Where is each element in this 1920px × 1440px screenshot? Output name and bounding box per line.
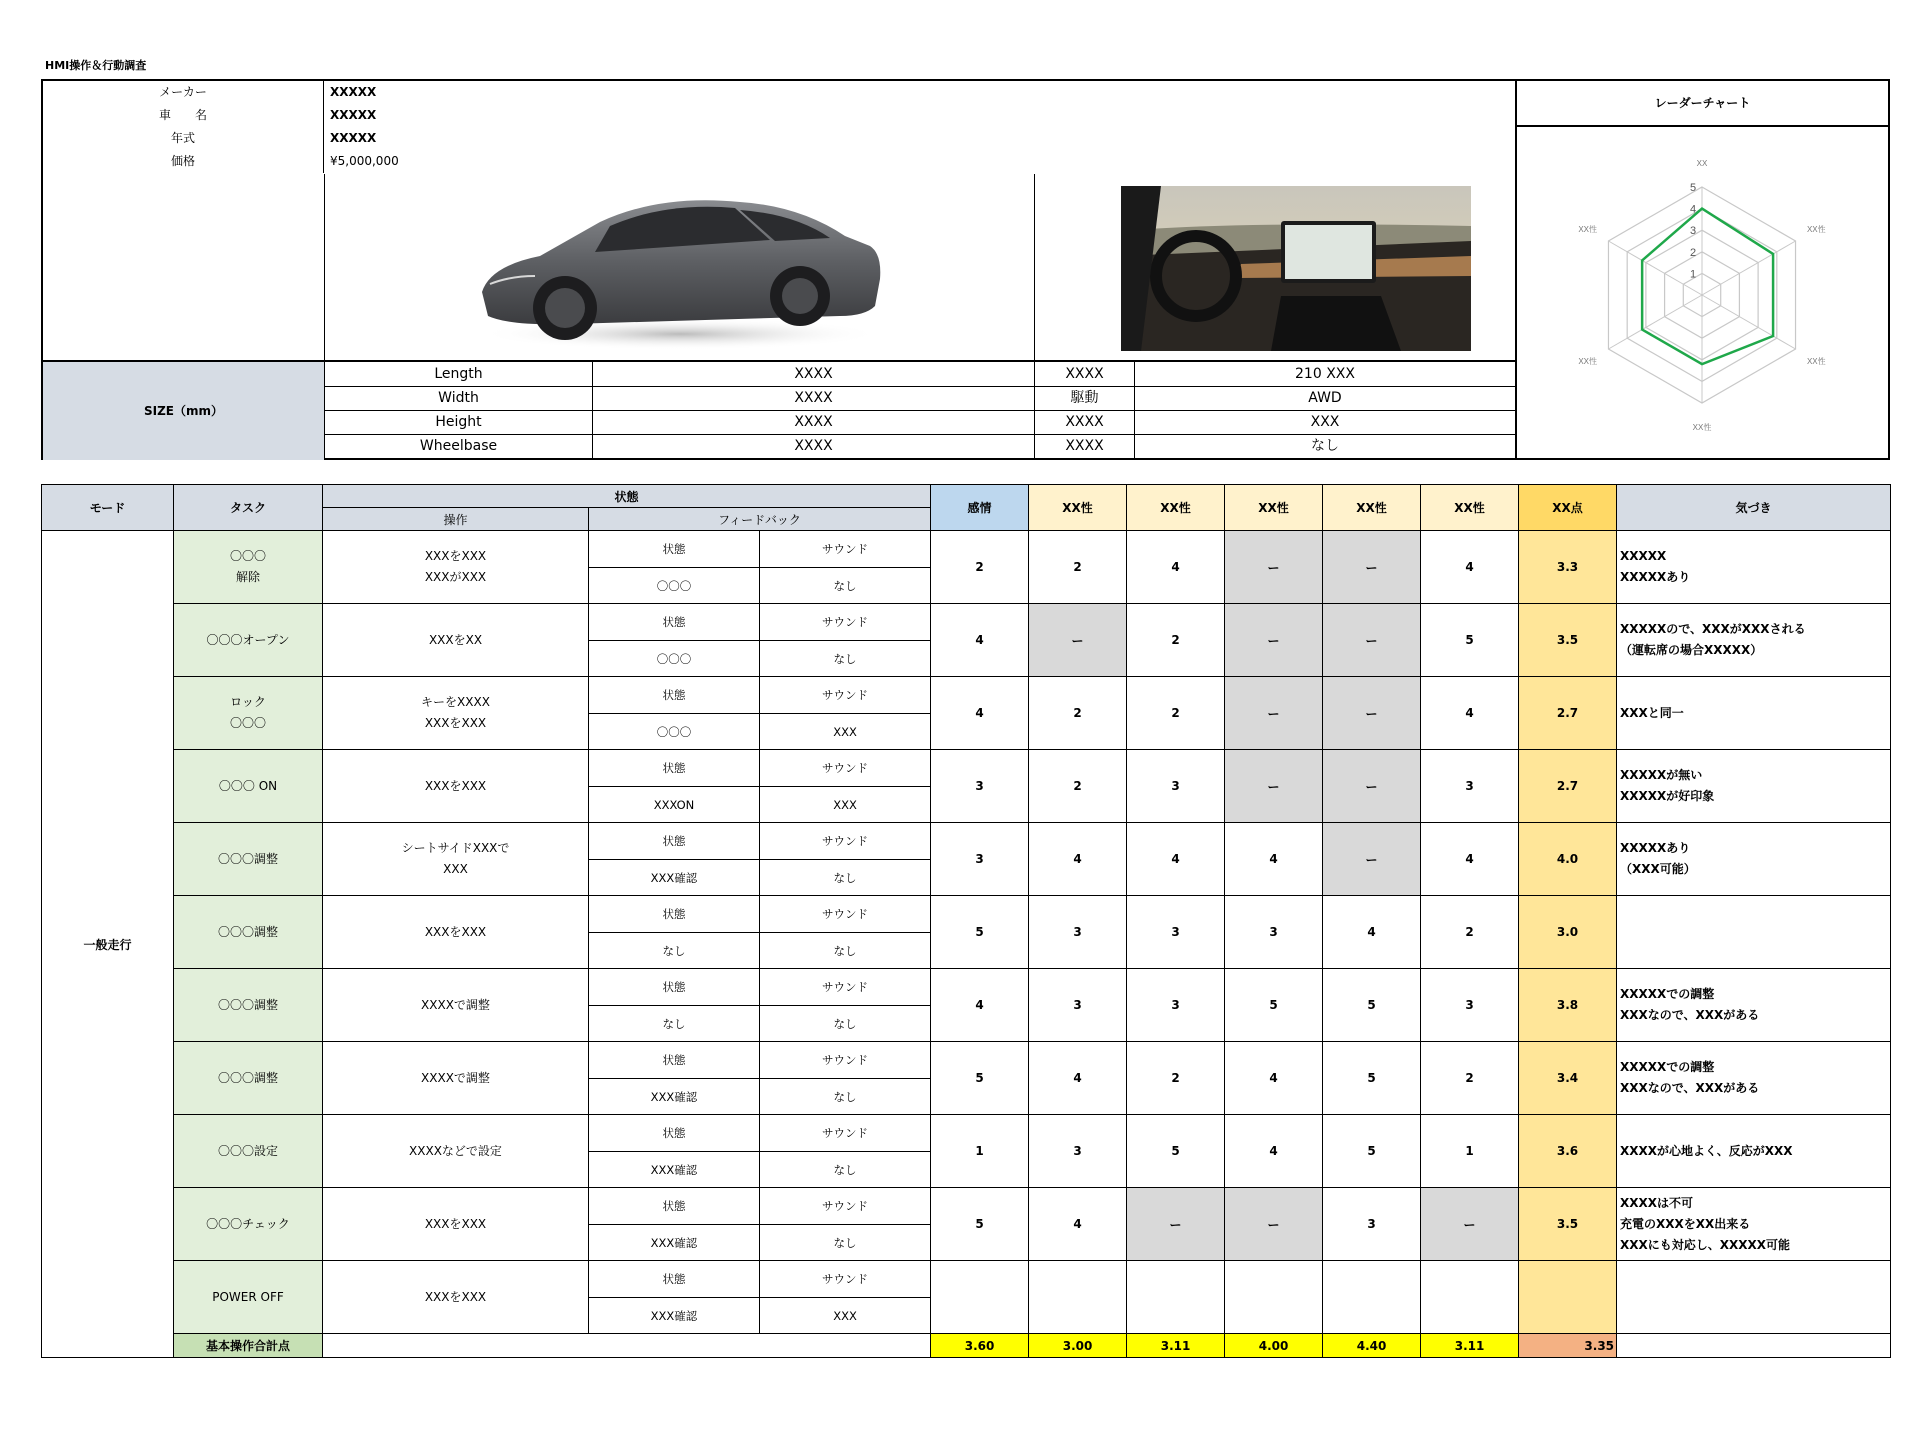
- operation-cell: [323, 823, 589, 896]
- score-x3: 5: [1225, 969, 1323, 1042]
- header-xx4: XX性: [1323, 485, 1421, 531]
- task-cell: [174, 896, 323, 969]
- score-x1: 2: [1029, 677, 1127, 750]
- operation-cell: [323, 896, 589, 969]
- score-emo: 3: [931, 823, 1029, 896]
- task-cell: [174, 1042, 323, 1115]
- radar-tick-label: 1: [1690, 268, 1697, 281]
- spec-key: XXXX: [1035, 435, 1135, 458]
- header-task: タスク: [174, 485, 323, 531]
- score-x5: 1: [1421, 1115, 1519, 1188]
- note-line: XXXXXが無い: [1620, 768, 1703, 782]
- totals-spacer: [323, 1334, 931, 1358]
- interior-photo-cell: [1035, 174, 1517, 362]
- maker-label: メーカー: [43, 81, 324, 104]
- note-line: XXXXX: [1620, 549, 1667, 563]
- operation-text: XXXをXXX: [424, 778, 487, 793]
- spec-key: 駆動: [1035, 387, 1135, 411]
- year-value: XXXXX: [330, 131, 377, 145]
- score-emo: 4: [931, 677, 1029, 750]
- radar-axis-label: XX性: [1578, 357, 1598, 366]
- task-label: 〇〇〇調整: [217, 1070, 278, 1085]
- operation-text-sub: XXXをXXX: [424, 716, 487, 730]
- feedback-sound-value: なし: [760, 1225, 931, 1261]
- note-line: XXXXXので、XXXがXXXされる: [1620, 622, 1806, 636]
- maker-value: XXXXX: [330, 85, 377, 99]
- header-xx1: XX性: [1029, 485, 1127, 531]
- note-line: 充電のXXXをXX出来る: [1620, 1216, 1751, 1231]
- task-cell: [174, 823, 323, 896]
- notes-cell: [1617, 531, 1891, 604]
- feedback-sound-value: なし: [760, 933, 931, 969]
- operation-cell: [323, 750, 589, 823]
- note-line: XXXXが心地よく、反応がXXX: [1620, 1143, 1793, 1158]
- score-x3: 4: [1225, 1042, 1323, 1115]
- feedback-state: 状態: [589, 677, 760, 714]
- task-cell: [174, 1188, 323, 1261]
- radar-axis-label: XX性: [1806, 357, 1826, 366]
- feedback-state-value: 〇〇〇: [589, 641, 760, 677]
- task-cell: [174, 969, 323, 1042]
- row-score: 3.8: [1519, 969, 1617, 1042]
- score-x1: 4: [1029, 1188, 1127, 1261]
- note-line: XXXXXあり: [1620, 841, 1691, 855]
- score-emo: 4: [931, 969, 1029, 1042]
- score-x5: ー: [1421, 1188, 1519, 1261]
- feedback-sound: サウンド: [760, 1042, 931, 1079]
- row-score: 3.6: [1519, 1115, 1617, 1188]
- score-x5: 5: [1421, 604, 1519, 677]
- score-x3: 3: [1225, 896, 1323, 969]
- task-label: 〇〇〇 ON: [218, 778, 278, 793]
- feedback-sound-value: XXX: [760, 1298, 931, 1334]
- task-label: 〇〇〇調整: [217, 851, 278, 866]
- feedback-state: 状態: [589, 604, 760, 641]
- score-x1: 4: [1029, 823, 1127, 896]
- notes-cell: [1617, 823, 1891, 896]
- notes-cell: [1617, 896, 1891, 969]
- radar-axis-label: XX性: [1806, 225, 1826, 234]
- feedback-state-value: XXX確認: [589, 860, 760, 896]
- size-label: SIZE（mm）: [43, 362, 325, 460]
- row-score: 3.5: [1519, 604, 1617, 677]
- operation-text: XXXXなどで設定: [409, 1143, 502, 1158]
- feedback-state-value: XXXON: [589, 787, 760, 823]
- task-label: 〇〇〇オープン: [206, 632, 290, 647]
- header-emotion: 感情: [931, 485, 1029, 531]
- operation-text: XXXをXXX: [424, 549, 487, 563]
- task-cell: [174, 1115, 323, 1188]
- score-x3: ー: [1225, 750, 1323, 823]
- note-line: XXXなので、XXXがある: [1620, 1008, 1760, 1022]
- score-x2: 5: [1127, 1115, 1225, 1188]
- note-line: XXXXXが好印象: [1620, 789, 1715, 803]
- score-x5: 2: [1421, 1042, 1519, 1115]
- table-row: [42, 750, 1891, 787]
- operation-cell: [323, 1188, 589, 1261]
- price-value: ¥5,000,000: [330, 154, 399, 168]
- score-x5: [1421, 1261, 1519, 1334]
- score-x5: 2: [1421, 896, 1519, 969]
- operation-text: XXXをXXX: [424, 1216, 487, 1231]
- row-score: 3.5: [1519, 1188, 1617, 1261]
- score-x2: 4: [1127, 823, 1225, 896]
- name-value: XXXXX: [330, 108, 377, 122]
- table-row: [42, 677, 1891, 714]
- task-label: 〇〇〇設定: [217, 1143, 278, 1158]
- operation-text: XXXをXXX: [424, 924, 487, 939]
- note-line: XXXなので、XXXがある: [1620, 1081, 1760, 1095]
- task-label: 〇〇〇調整: [217, 924, 278, 939]
- feedback-sound: サウンド: [760, 677, 931, 714]
- row-score: 3.3: [1519, 531, 1617, 604]
- total-x3: 4.00: [1225, 1334, 1323, 1358]
- task-cell: [174, 1261, 323, 1334]
- note-line: （運転席の場合XXXXX）: [1620, 643, 1763, 657]
- feedback-sound: サウンド: [760, 823, 931, 860]
- score-x4: 5: [1323, 1115, 1421, 1188]
- feedback-sound: サウンド: [760, 969, 931, 1006]
- score-x5: 4: [1421, 531, 1519, 604]
- feedback-sound: サウンド: [760, 531, 931, 568]
- radar-axis-line: [1702, 241, 1796, 295]
- feedback-state: 状態: [589, 1261, 760, 1298]
- total-x1: 3.00: [1029, 1334, 1127, 1358]
- total-emo: 3.60: [931, 1334, 1029, 1358]
- score-x3: ー: [1225, 677, 1323, 750]
- score-x3: ー: [1225, 604, 1323, 677]
- task-label-sub: 解除: [235, 570, 260, 584]
- table-row: [42, 823, 1891, 860]
- header-xx2: XX性: [1127, 485, 1225, 531]
- feedback-sound: サウンド: [760, 1188, 931, 1225]
- table-row: [42, 531, 1891, 568]
- score-x4: ー: [1323, 750, 1421, 823]
- feedback-state-value: 〇〇〇: [589, 714, 760, 750]
- header-mode: モード: [42, 485, 174, 531]
- score-x2: 2: [1127, 604, 1225, 677]
- feedback-state-value: XXX確認: [589, 1152, 760, 1188]
- spec-key: Wheelbase: [325, 435, 593, 458]
- score-x2: 2: [1127, 677, 1225, 750]
- spec-value: XXXX: [593, 411, 1035, 435]
- spec-key: Length: [325, 362, 593, 387]
- total-x5: 3.11: [1421, 1334, 1519, 1358]
- score-x3: ー: [1225, 531, 1323, 604]
- operation-text: シートサイドXXXで: [401, 841, 510, 855]
- spec-value: XXXX: [593, 362, 1035, 387]
- notes-cell: [1617, 1188, 1891, 1261]
- row-score: 3.0: [1519, 896, 1617, 969]
- score-x4: ー: [1323, 823, 1421, 896]
- feedback-state-value: XXX確認: [589, 1225, 760, 1261]
- operation-text: XXXをXX: [428, 632, 483, 647]
- operation-cell: [323, 1042, 589, 1115]
- feedback-sound: サウンド: [760, 750, 931, 787]
- total-x4: 4.40: [1323, 1334, 1421, 1358]
- task-cell: [174, 531, 323, 604]
- operation-cell: [323, 677, 589, 750]
- score-x2: 3: [1127, 750, 1225, 823]
- score-x3: [1225, 1261, 1323, 1334]
- radar-chart-title: レーダーチャート: [1515, 79, 1890, 127]
- header-operation: 操作: [323, 508, 589, 531]
- task-label: ロック: [230, 695, 266, 709]
- feedback-sound-value: なし: [760, 641, 931, 677]
- task-label: 〇〇〇チェック: [206, 1216, 290, 1231]
- notes-cell: [1617, 1115, 1891, 1188]
- score-x1: 4: [1029, 1042, 1127, 1115]
- feedback-state: 状態: [589, 896, 760, 933]
- radar-axis-label: XX性: [1692, 423, 1712, 432]
- feedback-state-value: XXX確認: [589, 1079, 760, 1115]
- score-emo: 5: [931, 1188, 1029, 1261]
- score-emo: 1: [931, 1115, 1029, 1188]
- table-row: [42, 1042, 1891, 1079]
- operation-cell: [323, 1261, 589, 1334]
- note-line: XXXXは不可: [1620, 1195, 1694, 1210]
- task-cell: [174, 750, 323, 823]
- task-label-sub: 〇〇〇: [229, 716, 266, 730]
- score-x4: 4: [1323, 896, 1421, 969]
- totals-label: 基本操作合計点: [174, 1334, 323, 1358]
- notes-cell: [1617, 677, 1891, 750]
- radar-tick-label: 3: [1690, 225, 1697, 238]
- table-row: [42, 969, 1891, 1006]
- note-line: XXXXXでの調整: [1620, 1060, 1715, 1074]
- operation-cell: [323, 531, 589, 604]
- operation-text: XXXXで調整: [421, 997, 490, 1012]
- feedback-state: 状態: [589, 1042, 760, 1079]
- notes-cell: [1617, 1261, 1891, 1334]
- score-x2: 3: [1127, 896, 1225, 969]
- notes-cell: [1617, 604, 1891, 677]
- header-feedback: フィードバック: [589, 508, 931, 531]
- spec-key: Height: [325, 411, 593, 435]
- spec-value: なし: [1135, 435, 1517, 458]
- operation-text-sub: XXX: [443, 862, 468, 876]
- operation-text: XXXXで調整: [421, 1070, 490, 1085]
- radar-axis-line: [1702, 295, 1796, 349]
- header-notes: 気づき: [1617, 485, 1891, 531]
- row-score: 2.7: [1519, 677, 1617, 750]
- score-x5: 4: [1421, 677, 1519, 750]
- name-label: 車 名: [43, 104, 324, 127]
- mode-cell: 一般走行: [42, 531, 174, 1358]
- operation-text: XXXをXXX: [424, 1289, 487, 1304]
- year-label: 年式: [43, 127, 324, 150]
- image-label-cell: [43, 174, 325, 362]
- evaluation-table: [41, 484, 1891, 1358]
- feedback-sound: サウンド: [760, 1261, 931, 1298]
- feedback-sound-value: なし: [760, 568, 931, 604]
- table-row: [42, 1188, 1891, 1225]
- header-score: XX点: [1519, 485, 1617, 531]
- feedback-state: 状態: [589, 531, 760, 568]
- score-x2: 2: [1127, 1042, 1225, 1115]
- car-interior-image: [1121, 186, 1471, 351]
- spec-value: XXXX: [593, 435, 1035, 458]
- score-x3: ー: [1225, 1188, 1323, 1261]
- score-emo: 3: [931, 750, 1029, 823]
- score-x1: 3: [1029, 1115, 1127, 1188]
- operation-text: キーをXXXX: [421, 695, 490, 709]
- task-cell: [174, 677, 323, 750]
- operation-cell: [323, 604, 589, 677]
- spec-key: Width: [325, 387, 593, 411]
- header-xx5: XX性: [1421, 485, 1519, 531]
- score-x1: ー: [1029, 604, 1127, 677]
- total-score: 3.35: [1519, 1334, 1617, 1358]
- score-emo: 5: [931, 1042, 1029, 1115]
- operation-cell: [323, 1115, 589, 1188]
- header-state: 状態: [323, 485, 931, 508]
- header-xx3: XX性: [1225, 485, 1323, 531]
- feedback-state-value: なし: [589, 1006, 760, 1042]
- radar-chart-panel: [1515, 125, 1890, 460]
- task-label: 〇〇〇調整: [217, 997, 278, 1012]
- document-title: HMI操作＆行動調査: [45, 59, 147, 72]
- spec-value: AWD: [1135, 387, 1517, 411]
- feedback-sound: サウンド: [760, 1115, 931, 1152]
- note-line: XXXと同一: [1620, 705, 1684, 720]
- feedback-sound-value: なし: [760, 1152, 931, 1188]
- feedback-sound: サウンド: [760, 604, 931, 641]
- feedback-state: 状態: [589, 823, 760, 860]
- score-x5: 3: [1421, 969, 1519, 1042]
- table-row: [42, 1115, 1891, 1152]
- score-x4: ー: [1323, 604, 1421, 677]
- exterior-photo-cell: [325, 174, 1035, 362]
- score-x2: [1127, 1261, 1225, 1334]
- feedback-state: 状態: [589, 1188, 760, 1225]
- score-x4: ー: [1323, 531, 1421, 604]
- operation-cell: [323, 969, 589, 1042]
- total-x2: 3.11: [1127, 1334, 1225, 1358]
- notes-cell: [1617, 969, 1891, 1042]
- feedback-sound-value: なし: [760, 1079, 931, 1115]
- feedback-sound-value: XXX: [760, 787, 931, 823]
- score-x4: 5: [1323, 969, 1421, 1042]
- radar-axis-label: XX: [1696, 159, 1708, 168]
- feedback-sound-value: なし: [760, 860, 931, 896]
- score-x5: 3: [1421, 750, 1519, 823]
- task-label: 〇〇〇: [229, 549, 266, 563]
- feedback-sound-value: XXX: [760, 714, 931, 750]
- feedback-state-value: 〇〇〇: [589, 568, 760, 604]
- note-line: XXXにも対応し、XXXXX可能: [1620, 1237, 1791, 1252]
- score-x3: 4: [1225, 1115, 1323, 1188]
- spec-value: XXX: [1135, 411, 1517, 435]
- score-x1: 3: [1029, 896, 1127, 969]
- task-label: POWER OFF: [212, 1289, 284, 1304]
- car-exterior-image: [470, 184, 890, 354]
- row-score: 2.7: [1519, 750, 1617, 823]
- feedback-sound-value: なし: [760, 1006, 931, 1042]
- row-score: 3.4: [1519, 1042, 1617, 1115]
- price-label: 価格: [43, 150, 324, 173]
- score-x4: [1323, 1261, 1421, 1334]
- score-emo: 4: [931, 604, 1029, 677]
- totals-notes: [1617, 1334, 1891, 1358]
- radar-axis-line: [1608, 295, 1702, 349]
- table-row: [42, 1261, 1891, 1298]
- score-x2: 4: [1127, 531, 1225, 604]
- radar-tick-label: 4: [1690, 203, 1697, 216]
- notes-cell: [1617, 1042, 1891, 1115]
- score-x1: 3: [1029, 969, 1127, 1042]
- operation-text-sub: XXXがXXX: [424, 570, 487, 584]
- score-x1: [1029, 1261, 1127, 1334]
- note-line: XXXXXでの調整: [1620, 987, 1715, 1001]
- radar-tick-label: 5: [1690, 182, 1697, 194]
- notes-cell: [1617, 750, 1891, 823]
- radar-chart: [1517, 125, 1888, 458]
- score-x5: 4: [1421, 823, 1519, 896]
- score-x4: 5: [1323, 1042, 1421, 1115]
- note-line: （XXX可能）: [1620, 862, 1696, 876]
- feedback-state: 状態: [589, 750, 760, 787]
- totals-row: [42, 1334, 1891, 1358]
- score-emo: [931, 1261, 1029, 1334]
- feedback-state: 状態: [589, 1115, 760, 1152]
- table-row: [42, 604, 1891, 641]
- spec-key: XXXX: [1035, 362, 1135, 387]
- score-x4: 3: [1323, 1188, 1421, 1261]
- feedback-state: 状態: [589, 969, 760, 1006]
- score-x2: ー: [1127, 1188, 1225, 1261]
- row-score: [1519, 1261, 1617, 1334]
- task-cell: [174, 604, 323, 677]
- feedback-sound: サウンド: [760, 896, 931, 933]
- row-score: 4.0: [1519, 823, 1617, 896]
- feedback-state-value: なし: [589, 933, 760, 969]
- radar-axis-label: XX性: [1578, 225, 1598, 234]
- score-x1: 2: [1029, 750, 1127, 823]
- spec-value: XXXX: [593, 387, 1035, 411]
- score-x3: 4: [1225, 823, 1323, 896]
- note-line: XXXXXあり: [1620, 570, 1691, 584]
- radar-tick-label: 2: [1690, 246, 1697, 259]
- score-x1: 2: [1029, 531, 1127, 604]
- table-row: [42, 896, 1891, 933]
- score-x4: ー: [1323, 677, 1421, 750]
- spec-value: 210 XXX: [1135, 362, 1517, 387]
- score-emo: 2: [931, 531, 1029, 604]
- feedback-state-value: XXX確認: [589, 1298, 760, 1334]
- score-emo: 5: [931, 896, 1029, 969]
- spec-key: XXXX: [1035, 411, 1135, 435]
- score-x2: 3: [1127, 969, 1225, 1042]
